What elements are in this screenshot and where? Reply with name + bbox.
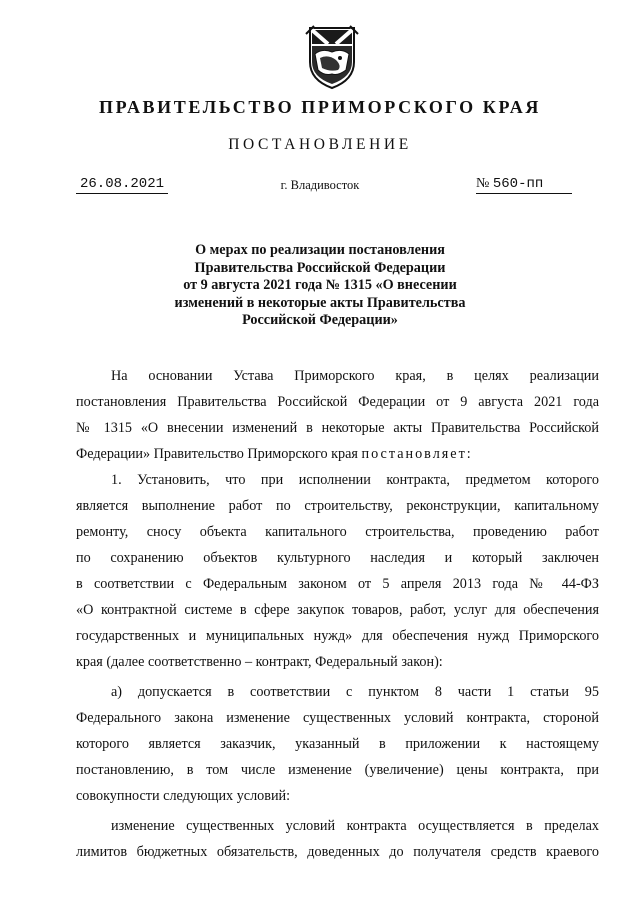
body-text-line: государственных и муниципальных нужд» для обеспечения нужд Приморского (76, 628, 599, 644)
government-title: ПРАВИТЕЛЬСТВО ПРИМОРСКОГО КРАЯ (99, 97, 541, 117)
body-text-line: ремонту, сносу объекта капитального строительства, проведению работ (76, 524, 599, 540)
body-text-line: «О контрактной системе в сфере закупок товаров, работ, услуг для обеспечения (76, 602, 599, 618)
body-text-line: лимитов бюджетных обязательств, доведенных до получателя средств краевого (76, 844, 599, 860)
subject-line: изменений в некоторые акты Правительства (174, 294, 466, 311)
body-text-line (76, 445, 599, 463)
document-number (476, 176, 572, 194)
body-text-line: На основании Устава Приморского края, в целях реализации (111, 368, 599, 384)
body-text-line: 1. Установить, что при исполнении контракта, предметом которого (111, 472, 599, 488)
document-date: 26.08.2021 (76, 176, 168, 194)
body-text-fragment: Федерации» Правительство Приморского края (76, 446, 362, 462)
body-text-line: является выполнение работ по строительству, реконструкции, капитальному (76, 498, 599, 514)
body-text-line: № 1315 «О внесении изменений в некоторые акты Правительства Российской (76, 420, 599, 436)
document-number-label: № (476, 176, 493, 191)
document-city: г. Владивосток (280, 178, 360, 192)
body-text-line: а) допускается в соответствии с пунктом 8 части 1 статьи 95 (111, 684, 599, 700)
body-text-line: совокупности следующих условий: (76, 788, 291, 804)
body-text-line: постановлению, в том числе изменение (увеличение) цены контракта, при (76, 762, 599, 778)
document-type: ПОСТАНОВЛЕНИЕ (228, 136, 412, 153)
primorsky-krai-coat-of-arms-icon (302, 22, 362, 90)
subject-line: О мерах по реализации постановления (195, 242, 445, 258)
body-text-line: которого является заказчик, указанный в приложении к настоящему (76, 736, 599, 752)
document-number-value: 560-пп (492, 176, 544, 192)
decree-verb: постановляет: (361, 446, 473, 462)
body-text-line: в соответствии с Федеральным законом от 5 апреля 2013 года № 44-ФЗ (76, 576, 599, 592)
subject-line: Правительства Российской Федерации (194, 259, 446, 276)
subject-line: от 9 августа 2021 года № 1315 «О внесении (183, 277, 457, 293)
body-text-line: Федерального закона изменение существенных условий контракта, стороной (76, 710, 599, 726)
body-text-line: края (далее соответственно – контракт, Федеральный закон): (76, 654, 443, 670)
body-text-line: постановления Правительства Российской Федерации от 9 августа 2021 года (76, 394, 599, 410)
document-subject (0, 242, 640, 330)
body-text-line: по сохранению объектов культурного наследия и который заключен (76, 550, 599, 566)
body-text-line: изменение существенных условий контракта осуществляется в пределах (111, 818, 599, 834)
subject-line: Российской Федерации» (242, 312, 398, 328)
